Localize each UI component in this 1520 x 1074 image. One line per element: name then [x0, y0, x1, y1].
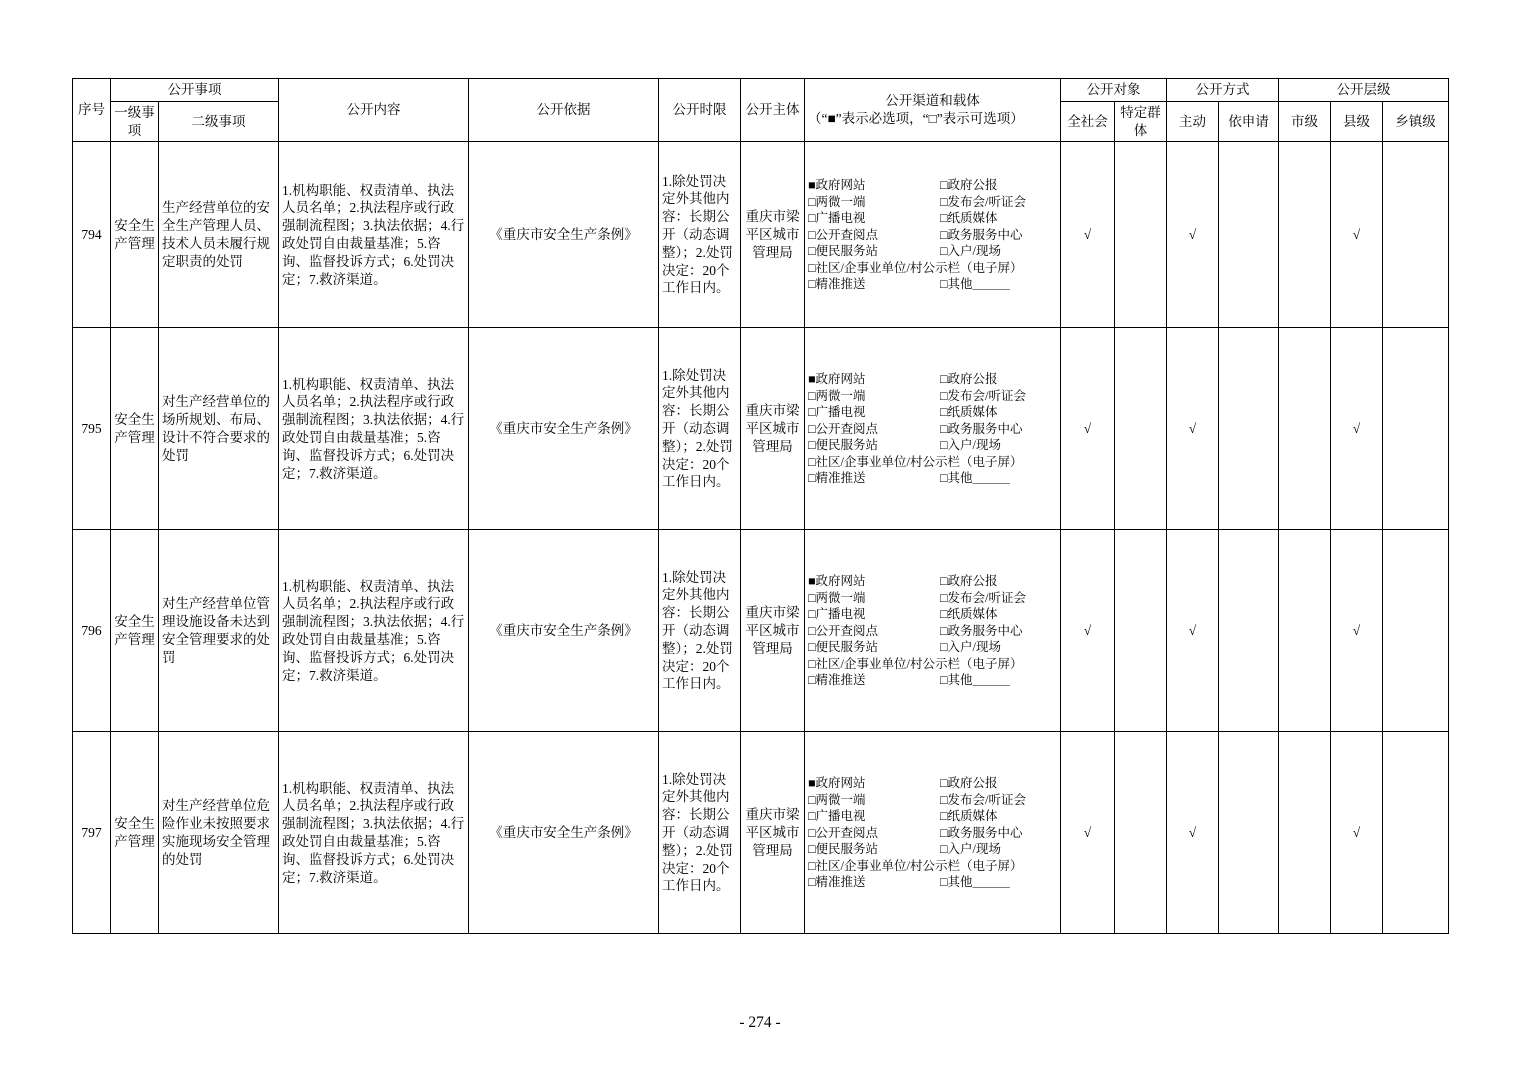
cell-audience-specific — [1115, 732, 1167, 934]
cell-level-county: √ — [1331, 732, 1383, 934]
channel-option[interactable]: □便民服务站 — [808, 640, 879, 655]
table-row — [73, 142, 1449, 328]
cell-level-city — [1279, 142, 1331, 328]
cell-level1: 安全生产管理 — [111, 732, 159, 934]
header-method-active: 主动 — [1167, 101, 1219, 142]
channel-option-wide[interactable]: □社区/企事业单位/村公示栏（电子屏） — [808, 656, 1023, 671]
cell-level2: 对生产经营单位危险作业未按照要求实施现场安全管理的处罚 — [159, 732, 279, 934]
channel-option[interactable]: □广播电视 — [808, 607, 866, 622]
header-channel-line1: 公开渠道和载体 — [885, 93, 980, 109]
cell-basis: 《重庆市安全生产条例》 — [469, 732, 659, 934]
channel-option[interactable]: ■政府网站 — [808, 178, 866, 193]
channel-option[interactable]: □发布会/听证会 — [940, 194, 1027, 209]
cell-basis: 《重庆市安全生产条例》 — [469, 530, 659, 732]
channel-option[interactable]: □纸质媒体 — [940, 607, 998, 622]
channel-option[interactable]: □发布会/听证会 — [940, 590, 1027, 605]
channel-option[interactable]: □公开查阅点 — [808, 623, 879, 638]
page-number: - 274 - — [739, 1014, 781, 1031]
channel-option[interactable]: □便民服务站 — [808, 842, 879, 857]
header-level-county: 县级 — [1331, 101, 1383, 142]
cell-level2: 生产经营单位的安全生产管理人员、技术人员未履行规定职责的处罚 — [159, 142, 279, 328]
cell-level-town — [1383, 732, 1449, 934]
channel-option[interactable]: □入户/现场 — [940, 438, 1002, 453]
channel-option[interactable]: □精准推送 — [808, 277, 866, 292]
header-level2: 二级事项 — [159, 101, 279, 142]
cell-channels — [805, 328, 1061, 530]
header-level-group: 公开层级 — [1279, 79, 1449, 102]
header-channel — [805, 79, 1061, 142]
channel-option[interactable]: □发布会/听证会 — [940, 792, 1027, 807]
cell-level-city — [1279, 328, 1331, 530]
header-audience-all: 全社会 — [1061, 101, 1115, 142]
cell-seq: 794 — [73, 142, 111, 328]
channel-option-wide[interactable]: □社区/企事业单位/村公示栏（电子屏） — [808, 454, 1023, 469]
cell-level2: 对生产经营单位的场所规划、布局、设计不符合要求的处罚 — [159, 328, 279, 530]
cell-subject: 重庆市梁平区城市管理局 — [741, 732, 805, 934]
cell-audience-specific — [1115, 328, 1167, 530]
cell-audience-specific — [1115, 142, 1167, 328]
cell-time-limit: 1.除处罚决定外其他内容：长期公开（动态调整）；2.处罚决定：20个工作日内。 — [659, 328, 741, 530]
header-audience-specific: 特定群体 — [1115, 101, 1167, 142]
header-method-group: 公开方式 — [1167, 79, 1279, 102]
channel-option[interactable]: □发布会/听证会 — [940, 388, 1027, 403]
channel-option[interactable]: □公开查阅点 — [808, 421, 879, 436]
cell-level-town — [1383, 142, 1449, 328]
channel-option-wide[interactable]: □社区/企事业单位/村公示栏（电子屏） — [808, 858, 1023, 873]
cell-level-county: √ — [1331, 142, 1383, 328]
cell-method-on-request — [1219, 530, 1279, 732]
cell-level1: 安全生产管理 — [111, 530, 159, 732]
channel-option[interactable]: ■政府网站 — [808, 574, 866, 589]
channel-option[interactable]: □精准推送 — [808, 471, 866, 486]
header-channel-line2: （“■”表示必选项，“□”表示可选项） — [808, 111, 1024, 127]
table-row — [73, 530, 1449, 732]
header-method-on-request: 依申请 — [1219, 101, 1279, 142]
header-time-limit: 公开时限 — [659, 79, 741, 142]
channel-option[interactable]: □便民服务站 — [808, 244, 879, 259]
channel-option[interactable]: ■政府网站 — [808, 372, 866, 387]
cell-content: 1.机构职能、权责清单、执法人员名单；2.执法程序或行政强制流程图；3.执法依据；4.行政处罚自由裁量基准；5.咨询、监督投诉方式；6.处罚决定；7.救济渠道。 — [279, 328, 469, 530]
cell-seq: 795 — [73, 328, 111, 530]
cell-level-town — [1383, 530, 1449, 732]
cell-content: 1.机构职能、权责清单、执法人员名单；2.执法程序或行政强制流程图；3.执法依据；4.行政处罚自由裁量基准；5.咨询、监督投诉方式；6.处罚决定；7.救济渠道。 — [279, 530, 469, 732]
cell-time-limit: 1.除处罚决定外其他内容：长期公开（动态调整）；2.处罚决定：20个工作日内。 — [659, 732, 741, 934]
channel-option[interactable]: □政务服务中心 — [940, 825, 1023, 840]
channel-option[interactable]: □两微一端 — [808, 194, 866, 209]
channel-option-wide[interactable]: □社区/企事业单位/村公示栏（电子屏） — [808, 260, 1023, 275]
cell-method-active: √ — [1167, 530, 1219, 732]
cell-audience-all: √ — [1061, 142, 1115, 328]
cell-subject: 重庆市梁平区城市管理局 — [741, 530, 805, 732]
header-audience-group: 公开对象 — [1061, 79, 1167, 102]
cell-method-active: √ — [1167, 142, 1219, 328]
channel-option[interactable]: □政务服务中心 — [940, 421, 1023, 436]
channel-option[interactable]: □广播电视 — [808, 809, 866, 824]
cell-channels — [805, 732, 1061, 934]
channel-option-other[interactable]: □其他＿＿＿ — [940, 471, 1011, 486]
cell-basis: 《重庆市安全生产条例》 — [469, 328, 659, 530]
channel-option[interactable]: □公开查阅点 — [808, 227, 879, 242]
channel-option[interactable]: □公开查阅点 — [808, 825, 879, 840]
header-subject: 公开主体 — [741, 79, 805, 142]
cell-seq: 796 — [73, 530, 111, 732]
channel-option[interactable]: □精准推送 — [808, 875, 866, 890]
channel-option-other[interactable]: □其他＿＿＿ — [940, 875, 1011, 890]
cell-method-on-request — [1219, 328, 1279, 530]
cell-level-county: √ — [1331, 530, 1383, 732]
channel-option-other[interactable]: □其他＿＿＿ — [940, 673, 1011, 688]
cell-audience-all: √ — [1061, 530, 1115, 732]
channel-option[interactable]: □政务服务中心 — [940, 623, 1023, 638]
cell-channels — [805, 530, 1061, 732]
cell-level-county: √ — [1331, 328, 1383, 530]
table-body — [73, 142, 1449, 934]
cell-level2: 对生产经营单位管理设施设备未达到安全管理要求的处罚 — [159, 530, 279, 732]
channel-option[interactable]: □两微一端 — [808, 388, 866, 403]
table-header — [73, 79, 1449, 142]
cell-method-on-request — [1219, 732, 1279, 934]
cell-time-limit: 1.除处罚决定外其他内容：长期公开（动态调整）；2.处罚决定：20个工作日内。 — [659, 142, 741, 328]
channel-option[interactable]: □政务服务中心 — [940, 227, 1023, 242]
cell-level1: 安全生产管理 — [111, 142, 159, 328]
disclosure-table — [72, 78, 1449, 934]
cell-level1: 安全生产管理 — [111, 328, 159, 530]
channel-option[interactable]: □广播电视 — [808, 211, 866, 226]
channel-option[interactable]: □入户/现场 — [940, 842, 1002, 857]
cell-audience-specific — [1115, 530, 1167, 732]
channel-option[interactable]: □便民服务站 — [808, 438, 879, 453]
cell-seq: 797 — [73, 732, 111, 934]
header-content: 公开内容 — [279, 79, 469, 142]
cell-basis: 《重庆市安全生产条例》 — [469, 142, 659, 328]
cell-level-town — [1383, 328, 1449, 530]
header-matters-group: 公开事项 — [111, 79, 279, 102]
channel-option[interactable]: □入户/现场 — [940, 640, 1002, 655]
channel-option[interactable]: □两微一端 — [808, 792, 866, 807]
cell-audience-all: √ — [1061, 328, 1115, 530]
cell-audience-all: √ — [1061, 732, 1115, 934]
channel-option[interactable]: □两微一端 — [808, 590, 866, 605]
cell-content: 1.机构职能、权责清单、执法人员名单；2.执法程序或行政强制流程图；3.执法依据；4.行政处罚自由裁量基准；5.咨询、监督投诉方式；6.处罚决定；7.救济渠道。 — [279, 732, 469, 934]
header-seq: 序号 — [73, 79, 111, 142]
channel-option[interactable]: □政府公报 — [940, 776, 998, 791]
cell-level-city — [1279, 530, 1331, 732]
channel-option[interactable]: □纸质媒体 — [940, 809, 998, 824]
table-row — [73, 328, 1449, 530]
cell-level-city — [1279, 732, 1331, 934]
channel-option[interactable]: □入户/现场 — [940, 244, 1002, 259]
channel-option[interactable]: □精准推送 — [808, 673, 866, 688]
cell-channels — [805, 142, 1061, 328]
cell-method-active: √ — [1167, 732, 1219, 934]
channel-option[interactable]: □纸质媒体 — [940, 405, 998, 420]
cell-subject: 重庆市梁平区城市管理局 — [741, 328, 805, 530]
cell-time-limit: 1.除处罚决定外其他内容：长期公开（动态调整）；2.处罚决定：20个工作日内。 — [659, 530, 741, 732]
cell-method-on-request — [1219, 142, 1279, 328]
channel-option[interactable]: □政府公报 — [940, 178, 998, 193]
channel-option-other[interactable]: □其他＿＿＿ — [940, 277, 1011, 292]
channel-option[interactable]: ■政府网站 — [808, 776, 866, 791]
table-row — [73, 732, 1449, 934]
channel-option[interactable]: □政府公报 — [940, 372, 998, 387]
header-level-city: 市级 — [1279, 101, 1331, 142]
header-level1: 一级事项 — [111, 101, 159, 142]
channel-option[interactable]: □纸质媒体 — [940, 211, 998, 226]
channel-option[interactable]: □政府公报 — [940, 574, 998, 589]
header-basis: 公开依据 — [469, 79, 659, 142]
header-level-town: 乡镇级 — [1383, 101, 1449, 142]
cell-content: 1.机构职能、权责清单、执法人员名单；2.执法程序或行政强制流程图；3.执法依据；4.行政处罚自由裁量基准；5.咨询、监督投诉方式；6.处罚决定；7.救济渠道。 — [279, 142, 469, 328]
cell-subject: 重庆市梁平区城市管理局 — [741, 142, 805, 328]
channel-option[interactable]: □广播电视 — [808, 405, 866, 420]
cell-method-active: √ — [1167, 328, 1219, 530]
